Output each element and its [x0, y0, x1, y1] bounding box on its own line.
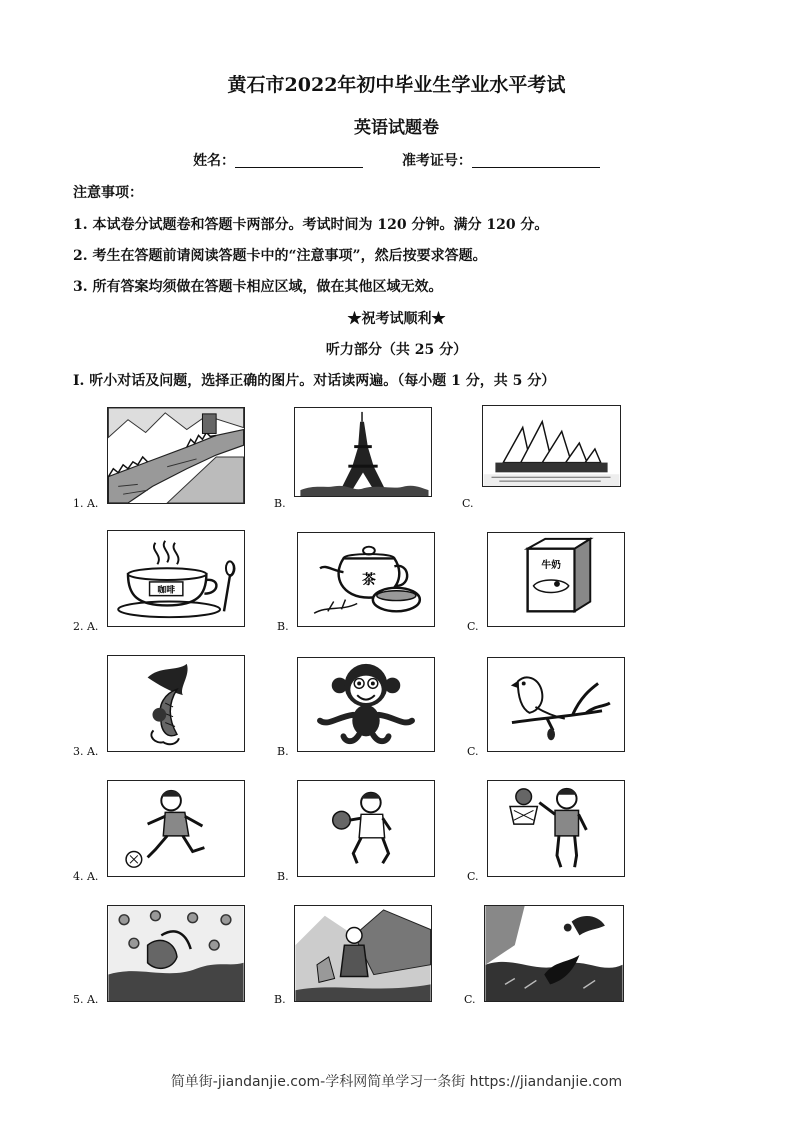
name-label: 姓名： [193, 153, 236, 169]
notice-item-1: 1. 本试卷分试题卷和答题卡两部分。考试时间为 120 分钟。满分 120 分。 [73, 217, 549, 233]
q3-option-c-label: C. [467, 745, 479, 758]
great-wall-icon[interactable] [107, 407, 245, 504]
coffee-cup-icon[interactable] [107, 530, 245, 627]
milk-carton-icon[interactable] [487, 532, 625, 627]
q1-option-b-label: B. [274, 497, 286, 510]
footer-watermark: 简单街-jiandanjie.com-学科网简单学习一条街 https://jiandanjie.com [170, 1074, 623, 1090]
q2-option-c-label: C. [467, 620, 479, 633]
boy-holding-basketball-icon[interactable] [297, 780, 435, 877]
candidate-info-line [0, 150, 793, 170]
exam-subtitle: 英语试题卷 [354, 118, 439, 138]
monkey-icon[interactable] [297, 657, 435, 752]
coffee-pic-text: 咖啡 [157, 585, 176, 596]
exam-number-label: 准考证号： [401, 153, 472, 169]
notice-heading: 注意事项： [73, 185, 143, 201]
notice-item-3: 3. 所有答案均须做在答题卡相应区域，做在其他区域无效。 [73, 279, 443, 295]
bird-on-branch-icon[interactable] [487, 657, 625, 752]
q5-option-b-label: B. [274, 993, 286, 1006]
blessing: ★祝考试顺利★ [347, 311, 446, 327]
section-title: Ⅰ. 听小对话及问题，选择正确的图片。对话读两遍。（每小题 1 分，共 5 分） [73, 373, 556, 389]
exam-title: 黄石市2022年初中毕业生学业水平考试 [227, 74, 566, 96]
q5-option-a-label: 5. A. [73, 993, 99, 1006]
boy-shooting-basketball-icon[interactable] [487, 780, 625, 877]
tea-pic-text: 茶 [362, 571, 376, 588]
milk-pic-text: 牛奶 [541, 560, 561, 572]
sydney-opera-house-icon[interactable] [482, 405, 621, 487]
q4-option-c-label: C. [467, 870, 479, 883]
notice-item-2: 2. 考生在答题前请阅读答题卡中的“注意事项”，然后按要求答题。 [73, 248, 487, 264]
q1-option-a-label: 1. A. [73, 497, 99, 510]
archer-shooting-suns-icon[interactable] [107, 905, 245, 1002]
eiffel-tower-icon[interactable] [294, 407, 432, 497]
q5-option-c-label: C. [464, 993, 476, 1006]
q1-option-c-label: C. [462, 497, 474, 510]
q3-option-a-label: 3. A. [73, 745, 99, 758]
bird-filling-sea-icon[interactable] [484, 905, 624, 1002]
q4-option-b-label: B. [277, 870, 289, 883]
q3-option-b-label: B. [277, 745, 289, 758]
teapot-icon[interactable] [297, 532, 435, 627]
q4-option-a-label: 4. A. [73, 870, 99, 883]
boy-kicking-football-icon[interactable] [107, 780, 245, 877]
q2-option-b-label: B. [277, 620, 289, 633]
q2-option-a-label: 2. A. [73, 620, 99, 633]
old-man-moving-mountain-icon[interactable] [294, 905, 432, 1002]
part-title: 听力部分（共 25 分） [325, 342, 468, 358]
mermaid-icon[interactable] [107, 655, 245, 752]
exam-number-blank [472, 153, 600, 168]
name-blank [235, 153, 363, 168]
